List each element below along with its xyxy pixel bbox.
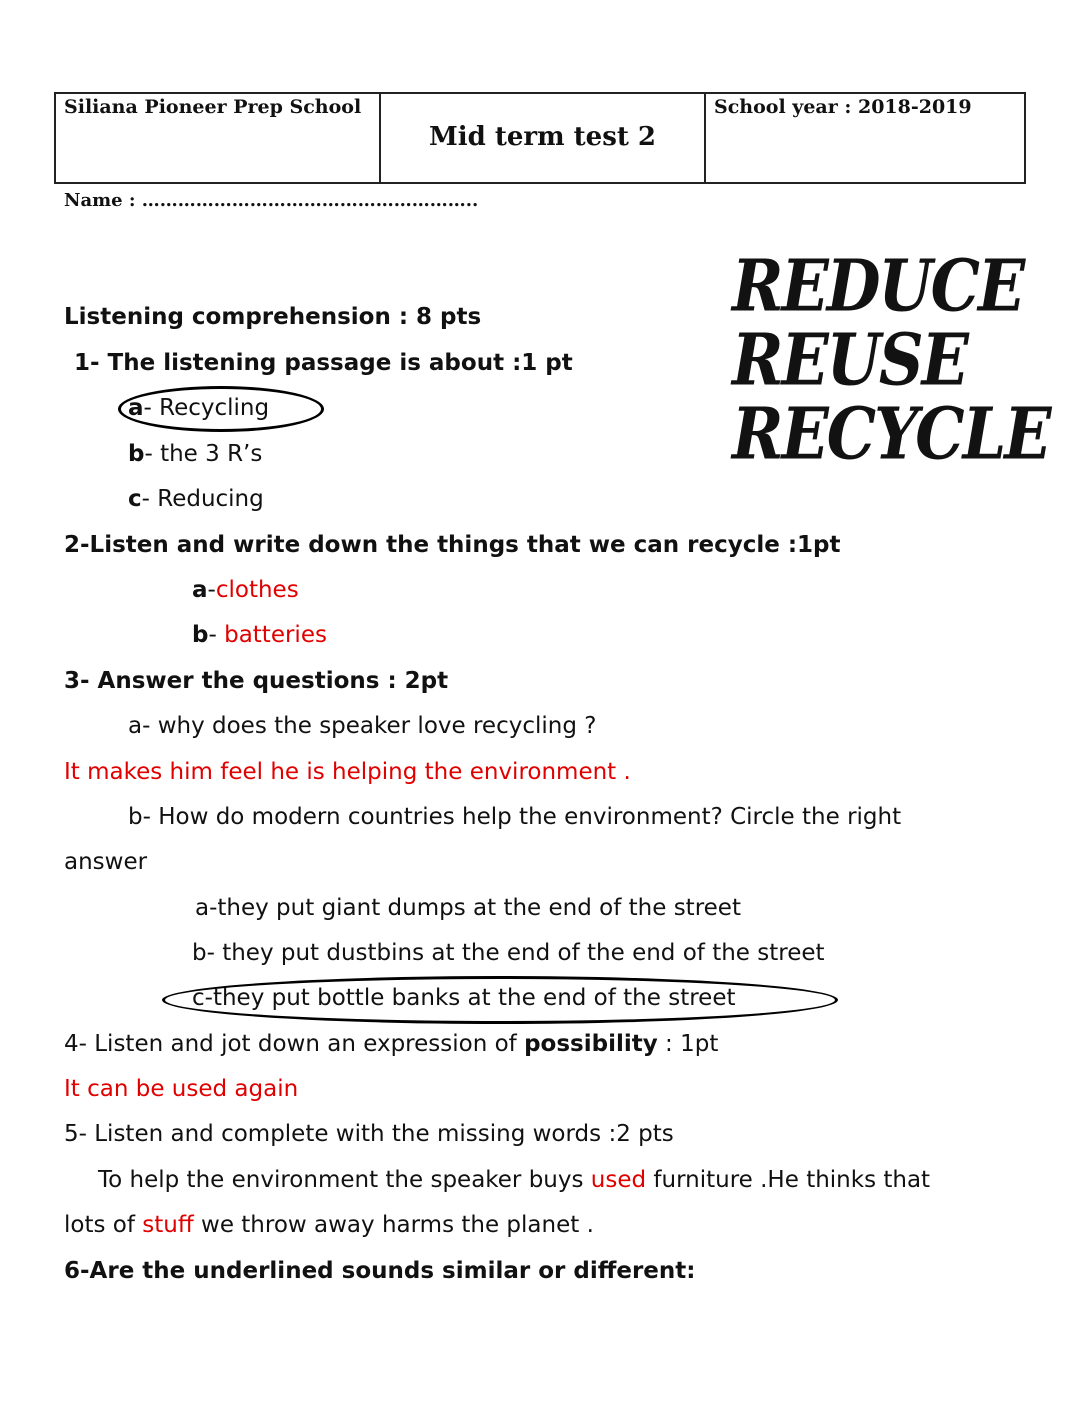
q5-l1-pre: To help the environment the speaker buys: [98, 1167, 591, 1193]
q2-prompt: 2-Listen and write down the things that we can recycle :1pt: [64, 532, 841, 558]
q5-line2: [64, 1210, 594, 1240]
q4-answer: It can be used again: [64, 1076, 299, 1102]
school-year: School year : 2018-2019: [714, 96, 972, 118]
q1-option-b: [128, 439, 262, 469]
q1-option-c-text: - Reducing: [141, 486, 264, 512]
q5-l2-pre: lots of: [64, 1212, 143, 1238]
q4-prefix: 4- Listen and jot down an expression of: [64, 1031, 525, 1057]
q1-option-b-letter: b: [128, 441, 145, 467]
q5-l2-answer: stuff: [142, 1212, 194, 1238]
q1-option-a-text: - Recycling: [143, 395, 270, 421]
q3-answer-a: It makes him feel he is helping the environment .: [64, 759, 631, 785]
q4-suffix: : 1pt: [657, 1031, 719, 1057]
q3-option-a: a-they put giant dumps at the end of the street: [195, 895, 741, 921]
q5-l1-answer: used: [590, 1167, 647, 1193]
q3-prompt: 3- Answer the questions : 2pt: [64, 668, 449, 694]
q5-line1: [98, 1165, 930, 1195]
q2-a-sep: -: [207, 577, 216, 603]
q2-b-letter: b: [192, 622, 209, 648]
school-name: Siliana Pioneer Prep School: [56, 94, 381, 182]
q6-prompt: 6-Are the underlined sounds similar or different:: [64, 1258, 696, 1284]
q5-l2-post: we throw away harms the planet .: [193, 1212, 594, 1238]
q3-option-c: c-they put bottle banks at the end of the street: [192, 985, 736, 1011]
q2-a-letter: a: [192, 577, 208, 603]
answer-circle-q1: [118, 386, 324, 432]
q1-option-b-text: - the 3 R’s: [144, 441, 263, 467]
q3-question-a: a- why does the speaker love recycling ?: [128, 713, 597, 739]
answer-circle-q3: [162, 976, 838, 1024]
q2-b-sep: -: [208, 622, 225, 648]
logo-word-recycle: RECYCLE: [732, 392, 1050, 476]
student-name-field[interactable]: Name : ………………………………………………..: [64, 190, 479, 211]
q1-option-c: [128, 484, 264, 514]
q5-l1-post: furniture .He thinks that: [646, 1167, 931, 1193]
q3-question-b-line1: b- How do modern countries help the environment? Circle the right: [128, 804, 902, 830]
q5-prompt: 5- Listen and complete with the missing words :2 pts: [64, 1121, 674, 1147]
reduce-reuse-recycle-image: [732, 244, 1050, 479]
q2-answer-b: [192, 620, 327, 650]
q2-a-answer: clothes: [215, 577, 299, 603]
logo-word-reduce: REDUCE: [732, 244, 1024, 328]
header-table: [54, 92, 1026, 184]
q1-prompt: 1- The listening passage is about :1 pt: [74, 350, 573, 376]
test-title: Mid term test 2: [381, 94, 706, 182]
q3-option-b: b- they put dustbins at the end of the end of the street: [192, 940, 825, 966]
q2-b-answer: batteries: [224, 622, 327, 648]
section-heading: Listening comprehension : 8 pts: [64, 304, 482, 330]
q1-option-a-letter: a: [128, 395, 144, 421]
q3-question-b-line2: answer: [64, 849, 148, 875]
q4-prompt: [64, 1029, 718, 1059]
q4-keyword: possibility: [524, 1031, 658, 1057]
q1-option-c-letter: c: [128, 486, 142, 512]
logo-word-reuse: REUSE: [732, 318, 967, 402]
q2-answer-a: [192, 575, 299, 605]
